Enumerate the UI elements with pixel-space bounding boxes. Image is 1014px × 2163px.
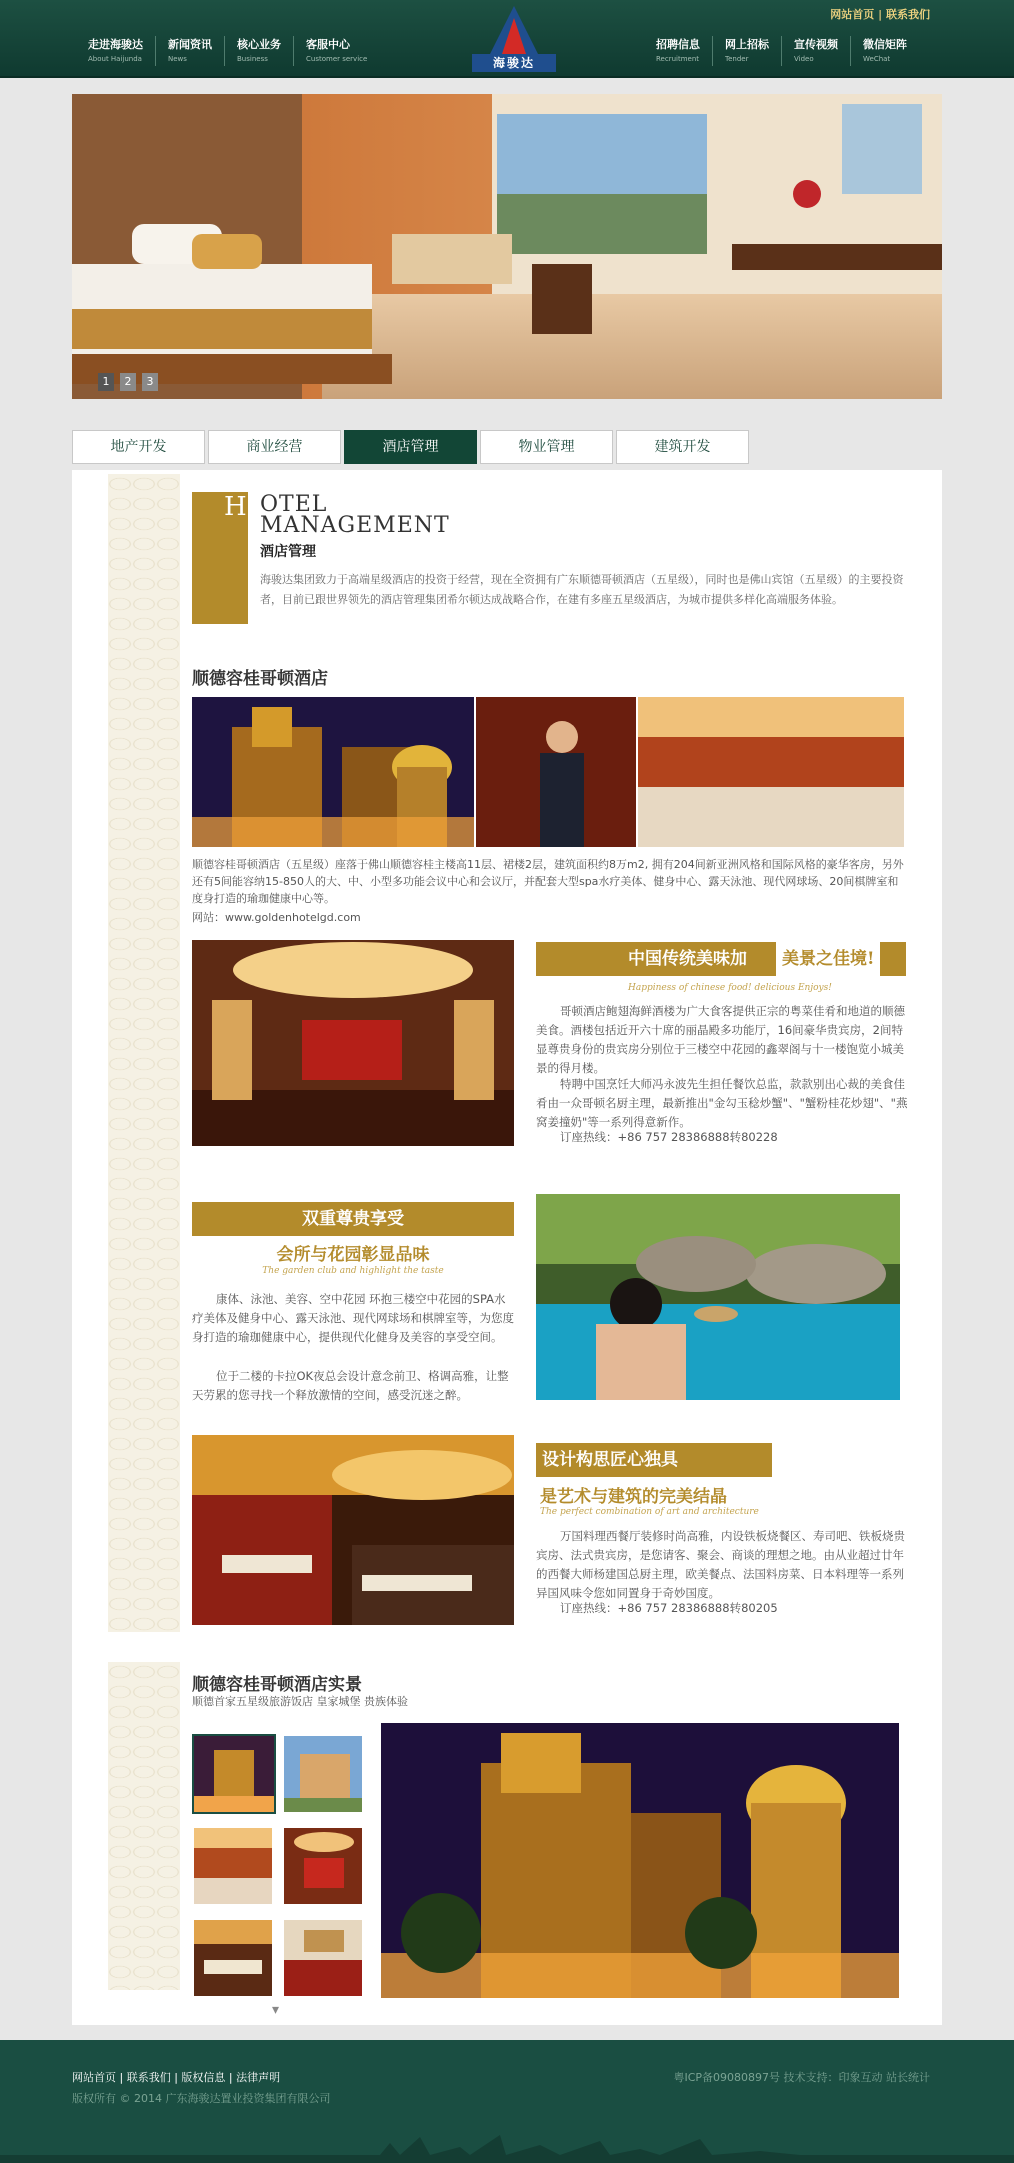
section-title-en (260, 494, 450, 536)
gallery-thumb-5[interactable] (194, 1920, 272, 1996)
feature3-script: The perfect combination of art and architecture (540, 1507, 759, 1517)
nav-item-recruit[interactable]: 招聘信息 Recruitment (656, 38, 700, 63)
gallery-thumb-4[interactable] (284, 1828, 362, 1904)
feature2-title: 双重尊贵享受 (302, 1209, 404, 1229)
section-intro: 海骏达集团致力于高端星级酒店的投资于经营，现在全资拥有广东顺德哥顿酒店（五星级），同时也是佛山宾馆（五星级）的主要投资者，目前已跟世界领先的酒店管理集团希尔顿达成战略合作，在建有多座五星级酒店，为城市提供多样化高端服务体验。 (260, 573, 904, 606)
gallery-title: 顺德容桂哥顿酒店实景 (192, 1675, 362, 1695)
footer-right-info (673, 2069, 930, 2085)
business-tabs (72, 430, 749, 464)
gallery-main-image (381, 1723, 899, 1998)
hotel-title: 顺德容桂哥顿酒店 (192, 669, 328, 689)
logo[interactable] (472, 4, 556, 74)
section-title-cn: 酒店管理 (260, 544, 316, 560)
feature2-para1: 康体、泳池、美容、空中花园 环抱三楼空中花园的SPA水疗美体及健身中心、露天泳池、现代网球场和棋牌室等，为您度身打造的瑜珈健康中心，提供现代化健身及美容的享受空间。 (192, 1292, 514, 1344)
hotel-website-link[interactable]: 网站：www.goldenhotelgd.com (192, 911, 361, 924)
tab-commercial[interactable]: 商业经营 (208, 430, 341, 464)
logo-mark-icon (472, 4, 556, 56)
footer-icp[interactable]: 粤ICP备09080897号 (673, 2071, 780, 2084)
feature2-title-bar (192, 1202, 514, 1236)
hotel-description: 顺德容桂哥顿酒店（五星级）座落于佛山顺德容桂主楼高11层、裙楼2层，建筑面积约8万m2, 拥有204间新亚洲风格和国际风格的豪华客房，另外还有5间能容纳15-850人的大、中、小型多功能会议中心和会议厅，并配套大型spa水疗美体、健身中心、露天泳池、现代网球场、20间棋牌室和度身打造的瑜珈健康中心等。 (192, 858, 904, 905)
decor-pattern-strip-gallery (108, 1662, 180, 1990)
section-letter: H (224, 492, 247, 522)
feature1-title: 中国传统美味加 (628, 949, 747, 969)
nav-item-tender[interactable]: 网上招标 Tender (712, 36, 781, 66)
feature2-para2: 位于二楼的卡拉OK夜总会设计意念前卫、格调高雅，让整天劳累的您寻找一个释放激情的空间，感受沉迷之醉。 (192, 1369, 509, 1402)
gallery-thumb-2[interactable] (284, 1736, 362, 1812)
nav-left (76, 36, 379, 68)
banquet-hall-image (192, 940, 514, 1146)
section-letter-block (192, 492, 248, 624)
nav-item-news[interactable]: 新闻资讯 News (155, 36, 224, 66)
tab-construction[interactable]: 建筑开发 (616, 430, 749, 464)
feature1-title-accent: 美景之佳境! (776, 942, 880, 976)
top-link-home[interactable]: 网站首页 (830, 8, 875, 21)
tab-property[interactable]: 物业管理 (480, 430, 613, 464)
feature3-para1: 万国料理西餐厅装修时尚高雅，内设铁板烧餐区、寿司吧、铁板烧贵宾房、法式贵宾房，是您请客、聚会、商谈的理想之地。由从业超过廿年的西餐大师杨建国总厨主理，欧美餐点、法国料房菜、日本料理等一系列异国风味令您如同置身于奇妙国度。 (536, 1529, 905, 1600)
footer-support: 技术支持：印象互动 (783, 2071, 883, 2084)
site-header (0, 0, 1014, 78)
nav-item-video[interactable]: 宣传视频 Video (781, 36, 850, 66)
nav-item-service[interactable]: 客服中心 Customer service (293, 36, 379, 66)
top-link-contact[interactable]: 联系我们 (886, 8, 930, 21)
tab-hotel-management[interactable]: 酒店管理 (344, 430, 477, 464)
feature3-phone: 订座热线：+86 757 28386888转80205 (560, 1601, 778, 1615)
footer-skyline-image (0, 2125, 1014, 2163)
banner-pager (98, 373, 158, 391)
feature3-title-bar (536, 1443, 772, 1477)
gallery-thumb-1[interactable] (192, 1734, 276, 1814)
feature2-subtitle: 会所与花园彰显品味 (276, 1245, 430, 1265)
banner-dot-1[interactable]: 1 (98, 373, 114, 391)
feature3-subtitle: 是艺术与建筑的完美结晶 (540, 1487, 727, 1507)
gallery-thumb-3[interactable] (194, 1828, 272, 1904)
logo-text: 海骏达 (472, 54, 556, 72)
footer-link-contact[interactable]: 联系我们 (126, 2071, 171, 2084)
section-title-line1: OTEL (260, 492, 328, 517)
nav-right (644, 36, 919, 68)
section-title-line2: MANAGEMENT (260, 513, 450, 538)
feature1-phone: 订座热线：+86 757 28386888转80228 (560, 1130, 778, 1144)
footer-link-home[interactable]: 网站首页 (72, 2071, 116, 2084)
feature3-title: 设计构思匠心独具 (542, 1450, 678, 1470)
feature1-para1: 哥顿酒店鲍翅海鲜酒楼为广大食客提供正宗的粤菜佳肴和地道的顺德美食。酒楼包括近开六十席的丽晶殿多功能厅，16间豪华贵宾房，2间特显尊贵身份的贵宾房分别位于三楼空中花园的鑫翠阁与十一楼饱览小城美景的得月楼。 (536, 1004, 905, 1075)
feature2-script: The garden club and highlight the taste (262, 1266, 444, 1276)
footer-stats[interactable]: 站长统计 (886, 2071, 930, 2084)
restaurant-image (192, 1435, 514, 1625)
footer-links: 网站首页 | 联系我们 | 版权信息 | 法律声明 (72, 2071, 281, 2084)
spa-image (536, 1194, 900, 1400)
footer-link-legal[interactable]: 法律声明 (236, 2071, 281, 2084)
gallery-scroll-down-icon[interactable]: ▾ (272, 2002, 280, 2018)
decor-pattern-strip (108, 474, 180, 1632)
feature1-para2: 特聘中国烹饪大师冯永波先生担任餐饮总监，款款别出心裁的美食佳肴由一众哥顿名厨主理，最新推出"金勾玉稔炒蟹"、"蟹粉桂花炒翅"、"燕窝姜撞奶"等一系列得意新作。 (536, 1077, 908, 1129)
gallery-subtitle: 顺德首家五星级旅游饭店 皇家城堡 贵族体验 (192, 1695, 408, 1708)
gallery-thumb-6[interactable] (284, 1920, 362, 1996)
feature1-script: Happiness of chinese food! delicious Enjoys! (628, 983, 832, 993)
hotel-photo-strip (192, 697, 904, 847)
nav-item-business[interactable]: 核心业务 Business (224, 36, 293, 66)
banner-dot-2[interactable]: 2 (120, 373, 136, 391)
nav-item-wechat[interactable]: 微信矩阵 WeChat (850, 36, 919, 66)
hero-banner-image[interactable] (72, 94, 942, 399)
footer-link-copyright[interactable]: 版权信息 (181, 2071, 226, 2084)
tab-real-estate[interactable]: 地产开发 (72, 430, 205, 464)
footer-copyright: 版权所有 © 2014 广东海骏达置业投资集团有限公司 (72, 2092, 331, 2105)
top-links: 网站首页 | 联系我们 (830, 8, 930, 21)
nav-item-about[interactable]: 走进海骏达 About Haijunda (88, 38, 143, 63)
banner-dot-3[interactable]: 3 (142, 373, 158, 391)
